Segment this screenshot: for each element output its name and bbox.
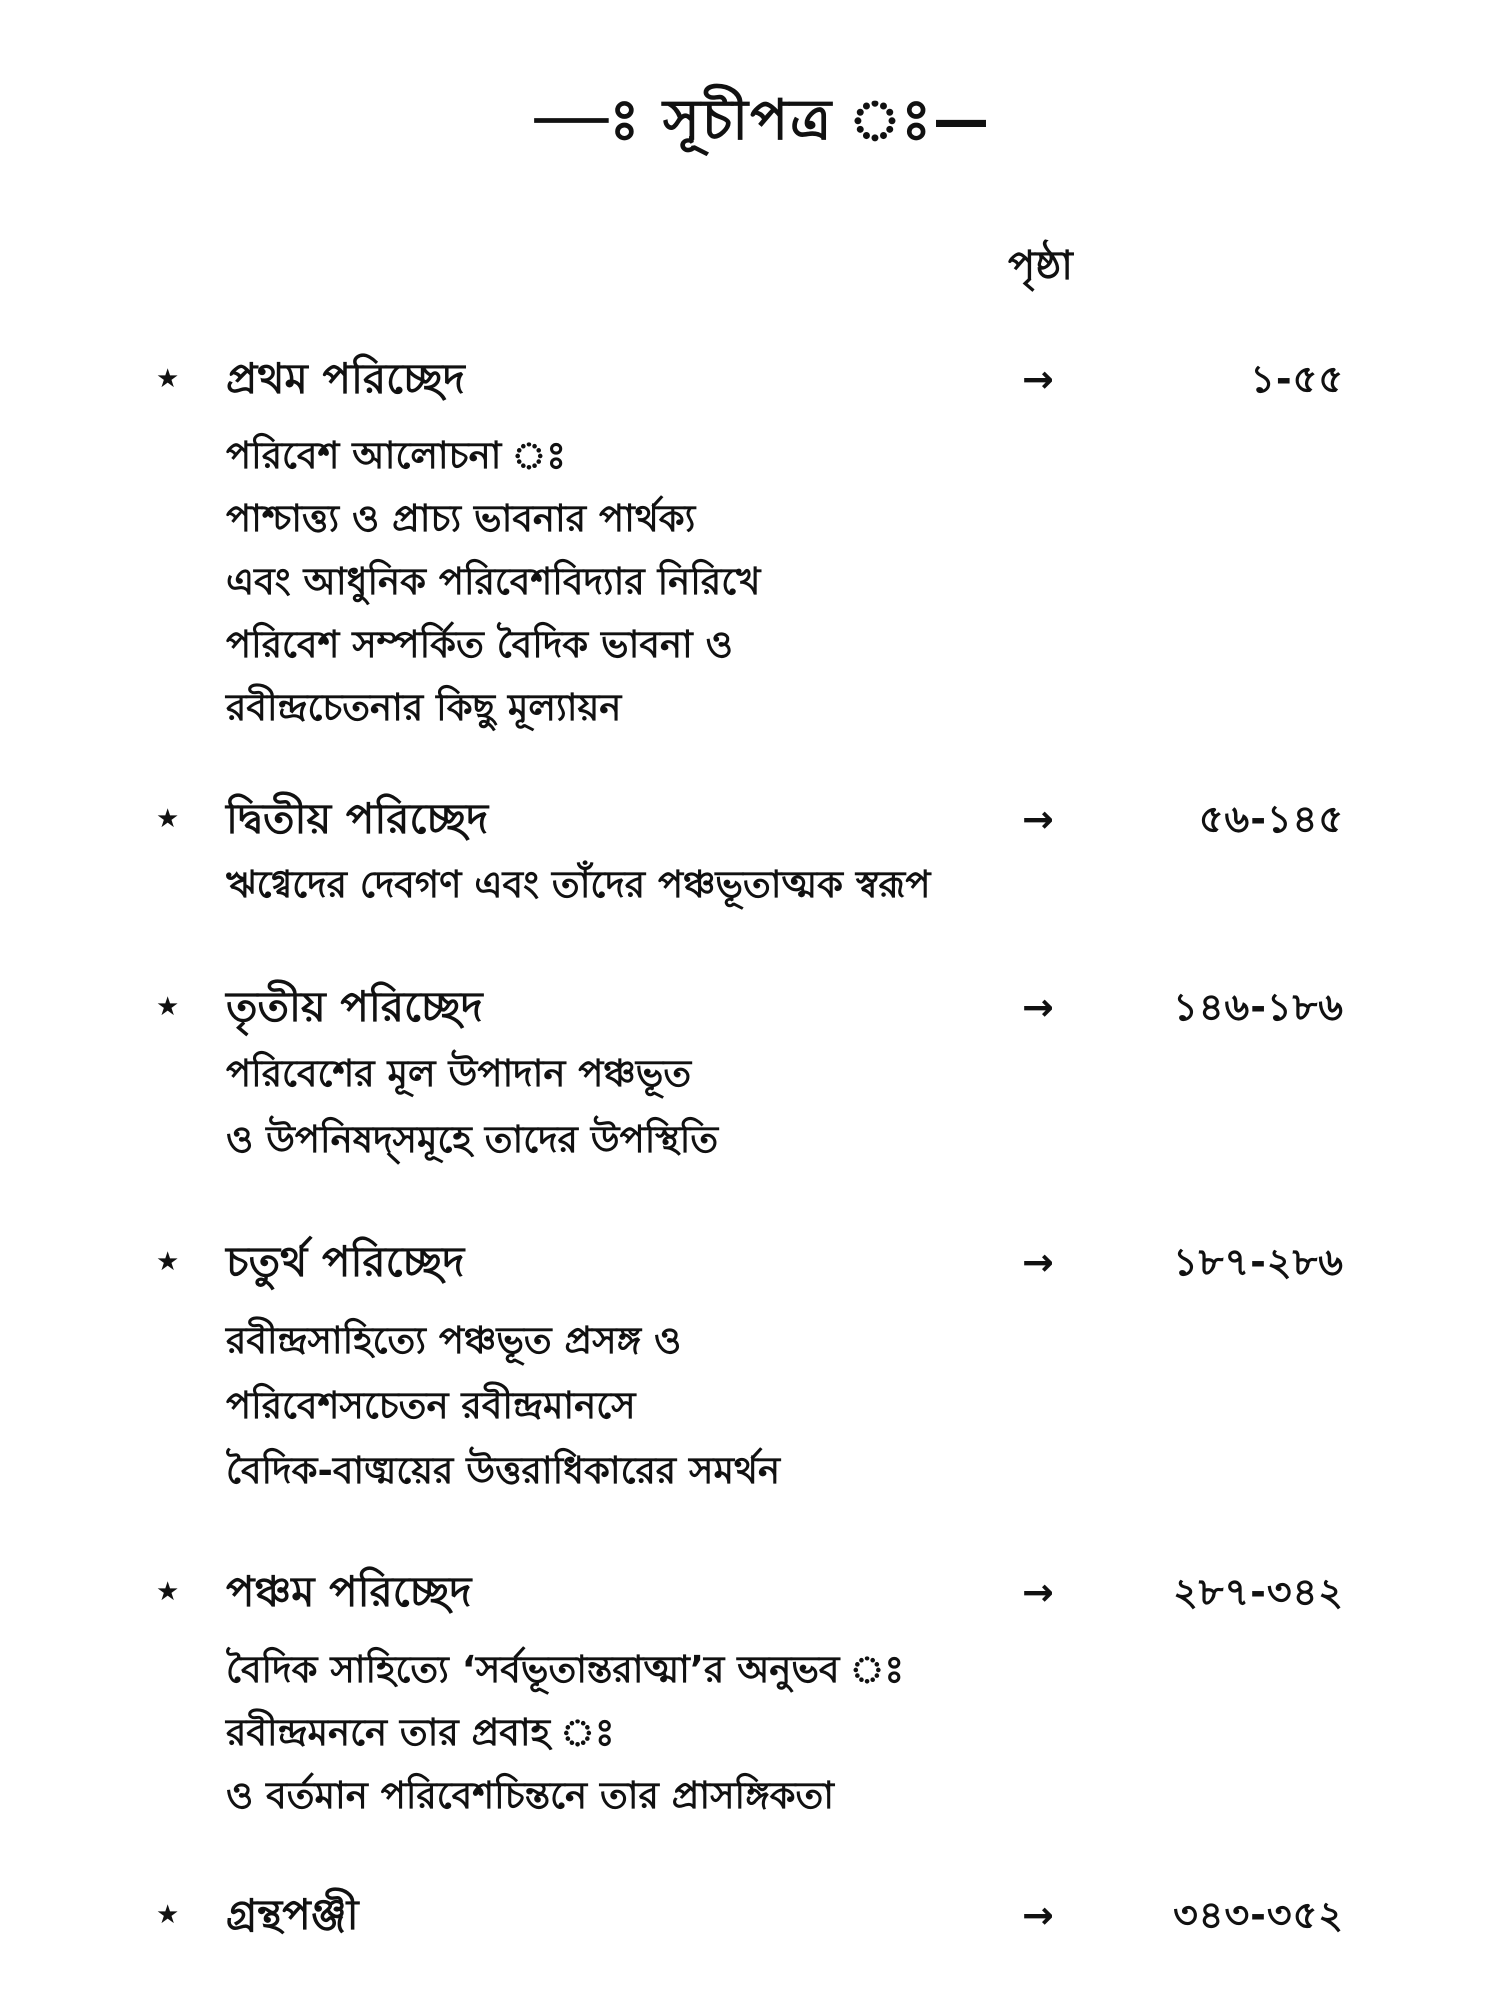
- arrow-right-icon: →: [1022, 797, 1054, 841]
- toc-entry: [0, 351, 1500, 739]
- chapter-heading: গ্রন্থপঞ্জী: [226, 1890, 359, 1939]
- toc-entry: [0, 1564, 1500, 1827]
- chapter-heading: চতুর্থ পরিচ্ছেদ: [226, 1237, 465, 1286]
- page-range: ১-৫৫: [1250, 357, 1344, 401]
- toc-entry-heading-row: [0, 979, 1500, 1035]
- chapter-description: [226, 853, 1500, 916]
- description-line: পরিবেশসচেতন রবীন্দ্রমানসে: [226, 1384, 636, 1427]
- chapter-description: [226, 424, 1500, 739]
- chapter-description: [226, 1041, 1500, 1173]
- toc-entry-heading-row: [0, 1564, 1500, 1620]
- description-line: বৈদিক সাহিত্যে ‘সর্বভূতান্তরাত্মা’র অনুভব ঃ: [226, 1648, 905, 1691]
- description-line: ও উপনিষদ্সমূহে তাদের উপস্থিতি: [226, 1118, 719, 1161]
- star-icon: ★: [156, 364, 180, 394]
- toc-entry-heading-row: [0, 1887, 1500, 1943]
- toc-entry: [0, 1234, 1500, 1503]
- page-range: ৩৪৩-৩৫২: [1173, 1893, 1344, 1937]
- description-line: রবীন্দ্রমননে তার প্রবাহ ঃ: [226, 1711, 615, 1754]
- page-range: ৫৬-১৪৫: [1198, 797, 1344, 841]
- description-line: ঋগ্বেদের দেবগণ এবং তাঁদের পঞ্চভূতাত্মক স্বরূপ: [226, 863, 931, 906]
- star-icon: ★: [156, 804, 180, 834]
- description-line: এবং আধুনিক পরিবেশবিদ্যার নিরিখে: [226, 560, 761, 603]
- page-range: ২৮৭-৩৪২: [1173, 1570, 1344, 1614]
- toc-entry: [0, 1887, 1500, 1943]
- description-line: পরিবেশ আলোচনা ঃ: [226, 434, 567, 477]
- description-line: পরিবেশের মূল উপাদান পঞ্চভূত: [226, 1052, 692, 1095]
- description-line: পাশ্চাত্ত্য ও প্রাচ্য ভাবনার পার্থক্য: [226, 497, 696, 540]
- description-line: ও বর্তমান পরিবেশচিন্তনে তার প্রাসঙ্গিকতা: [226, 1774, 835, 1817]
- arrow-right-icon: →: [1022, 1570, 1054, 1614]
- star-icon: ★: [156, 992, 180, 1022]
- page-range: ১৮৭-২৮৬: [1173, 1240, 1344, 1284]
- toc-entry: [0, 791, 1500, 916]
- toc-entry-heading-row: [0, 791, 1500, 847]
- star-icon: ★: [156, 1577, 180, 1607]
- chapter-heading: তৃতীয় পরিচ্ছেদ: [226, 982, 483, 1031]
- chapter-heading: দ্বিতীয় পরিচ্ছেদ: [226, 794, 489, 843]
- toc-entry-heading-row: [0, 1234, 1500, 1290]
- arrow-right-icon: →: [1022, 357, 1054, 401]
- chapter-heading: প্রথম পরিচ্ছেদ: [226, 354, 465, 403]
- chapter-description: [226, 1308, 1500, 1503]
- page-range: ১৪৬-১৮৬: [1173, 985, 1344, 1029]
- description-line: পরিবেশ সম্পর্কিত বৈদিক ভাবনা ও: [226, 623, 733, 666]
- page-column-header: পৃষ্ঠা: [1008, 243, 1073, 289]
- star-icon: ★: [156, 1247, 180, 1277]
- description-line: রবীন্দ্রসাহিত্যে পঞ্চভূত প্রসঙ্গ ও: [226, 1319, 682, 1362]
- description-line: বৈদিক-বাঙ্ময়ের উত্তরাধিকারের সমর্থন: [226, 1449, 781, 1492]
- description-line: রবীন্দ্রচেতনার কিছু মূল্যায়ন: [226, 686, 622, 729]
- star-icon: ★: [156, 1900, 180, 1930]
- arrow-right-icon: →: [1022, 985, 1054, 1029]
- chapter-heading: পঞ্চম পরিচ্ছেদ: [226, 1567, 472, 1616]
- arrow-right-icon: →: [1022, 1240, 1054, 1284]
- toc-entry: [0, 979, 1500, 1173]
- chapter-description: [226, 1638, 1500, 1827]
- toc-title: —ঃ সূচীপত্র ঃ—: [534, 88, 992, 153]
- arrow-right-icon: →: [1022, 1893, 1054, 1937]
- toc-entry-heading-row: [0, 351, 1500, 407]
